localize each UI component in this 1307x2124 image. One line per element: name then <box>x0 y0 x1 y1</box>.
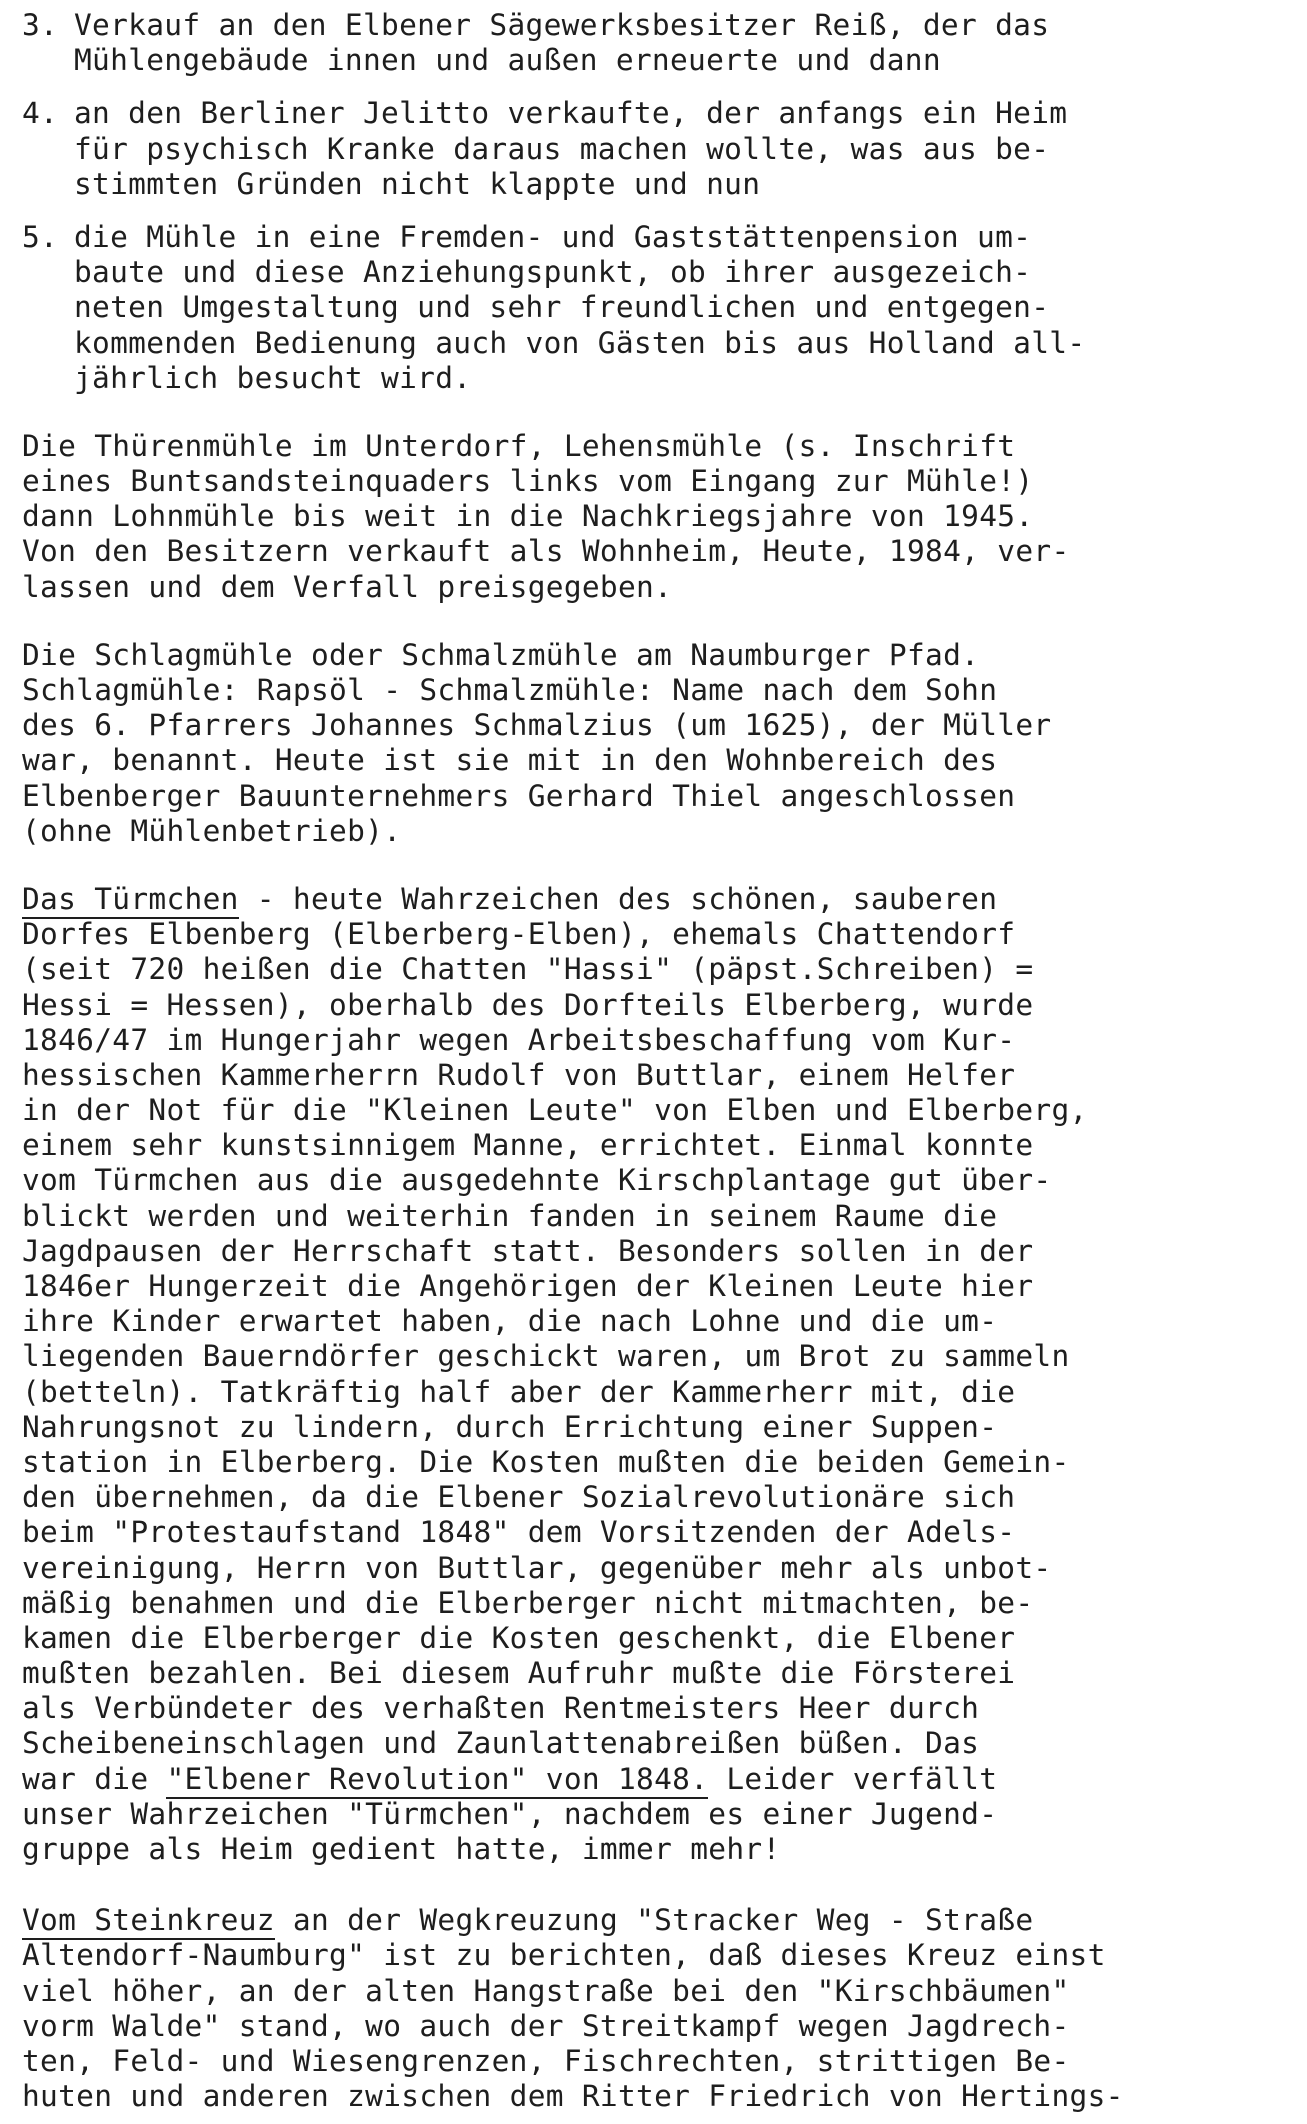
text-line: einem sehr kunstsinnigem Manne, errichtet. Einmal konnte <box>22 1128 1034 1163</box>
revolution-reference: "Elbener Revolution" von 1848. <box>166 1762 708 1799</box>
text-run: an der Wegkreuzung "Stracker Weg - Straße <box>274 1903 1034 1938</box>
list-text-line: jährlich besucht wird. <box>74 360 472 395</box>
text-line: Von den Besitzern verkauft als Wohnheim, Heute, 1984, ver- <box>22 534 1070 569</box>
text-line: Dorfes Elbenberg (Elberberg-Elben), ehemals Chattendorf <box>22 917 1016 952</box>
text-line: Hessi = Hessen), oberhalb des Dorfteils Elberberg, wurde <box>22 987 1034 1022</box>
text-line: Schlagmühle: Rapsöl - Schmalzmühle: Name nach dem Sohn <box>22 673 998 707</box>
text-line: eines Buntsandsteinquaders links vom Eingang zur Mühle!) <box>22 464 1034 499</box>
text-line: gruppe als Heim gedient hatte, immer mehr! <box>22 1832 781 1866</box>
list-number: 4. <box>22 96 59 131</box>
text-run: Leider verfällt <box>708 1761 998 1796</box>
section-heading: Vom Steinkreuz <box>22 1903 275 1940</box>
text-line: Die Schlagmühle oder Schmalzmühle am Naumburger Pfad. <box>22 637 980 672</box>
list-item <box>22 96 1304 202</box>
text-line: vorm Walde" stand, wo auch der Streitkampf wegen Jagdrech- <box>22 2008 1070 2043</box>
text-line: viel höher, an der alten Hangstraße bei den "Kirschbäumen" <box>22 1973 1070 2008</box>
text-line: liegenden Bauerndörfer geschickt waren, um Brot zu sammeln <box>22 1339 1070 1374</box>
text-line: kamen die Elberberger die Kosten geschenkt, die Elbener <box>22 1620 1016 1655</box>
list-item <box>22 8 1304 78</box>
text-line: den übernehmen, da die Elbener Sozialrevolutionäre sich <box>22 1480 1016 1515</box>
paragraph-schlagmuehle <box>22 638 1304 849</box>
text-line: war, benannt. Heute ist sie mit in den Wohnbereich des <box>22 743 998 778</box>
list-number: 5. <box>22 219 59 254</box>
text-line: hessischen Kammerherrn Rudolf von Buttlar, einem Helfer <box>22 1057 1016 1092</box>
list-number: 3. <box>22 8 59 42</box>
text-line: mäßig benahmen und die Elberberger nicht mitmachten, be- <box>22 1585 1034 1620</box>
list-text-line: an den Berliner Jelitto verkaufte, der anfangs ein Heim <box>74 96 1068 131</box>
text-run: war die <box>22 1761 167 1796</box>
text-line: (ohne Mühlenbetrieb). <box>22 813 402 848</box>
list-text-line: für psychisch Kranke daraus machen wollte, was aus be- <box>74 131 1050 166</box>
text-line: Altendorf-Naumburg" ist zu berichten, daß dieses Kreuz einst <box>22 1938 1106 1973</box>
paragraph-thuerenmuehle <box>22 429 1304 605</box>
paragraph-steinkreuz <box>22 1903 1304 2114</box>
paragraph-tuermchen <box>22 882 1304 1867</box>
text-line: (seit 720 heißen die Chatten "Hassi" (päpst.Schreiben) = <box>22 952 1034 987</box>
text-line: unser Wahrzeichen "Türmchen", nachdem es einer Jugend- <box>22 1796 998 1831</box>
text-line: Nahrungsnot zu lindern, durch Errichtung einer Suppen- <box>22 1409 998 1444</box>
text-line: huten und anderen zwischen dem Ritter Friedrich von Hertings- <box>22 2079 1124 2114</box>
text-line: lassen und dem Verfall preisgegeben. <box>22 569 673 604</box>
text-line: 1846/47 im Hungerjahr wegen Arbeitsbeschaffung vom Kur- <box>22 1022 1016 1057</box>
text-line: als Verbündeter des verhaßten Rentmeisters Heer durch <box>22 1691 980 1726</box>
list-text-line: stimmten Gründen nicht klappte und nun <box>74 166 761 201</box>
text-line: mußten bezahlen. Bei diesem Aufruhr mußte die Försterei <box>22 1656 1016 1691</box>
list-text-line: kommenden Bedienung auch von Gästen bis aus Holland all- <box>74 325 1086 360</box>
list-text-line: Mühlengebäude innen und außen erneuerte und dann <box>74 43 941 78</box>
text-line: Elbenberger Bauunternehmers Gerhard Thiel angeschlossen <box>22 778 1016 813</box>
text-line: ten, Feld- und Wiesengrenzen, Fischrechten, strittigen Be- <box>22 2043 1070 2078</box>
list-text-line: Verkauf an den Elbener Sägewerksbesitzer Reiß, der das <box>74 8 1050 42</box>
text-line: blickt werden und weiterhin fanden in seinem Raume die <box>22 1198 998 1233</box>
text-line: ihre Kinder erwartet haben, die nach Lohne und die um- <box>22 1304 998 1339</box>
list-text-line: baute und diese Anziehungspunkt, ob ihrer ausgezeich- <box>74 255 1032 290</box>
text-line: vom Türmchen aus die ausgedehnte Kirschplantage gut über- <box>22 1163 1052 1198</box>
text-line: Die Thürenmühle im Unterdorf, Lehensmühle (s. Inschrift <box>22 428 1016 463</box>
text-line: Scheibeneinschlagen und Zaunlattenabreißen büßen. Das <box>22 1726 980 1761</box>
text-line: vereinigung, Herrn von Buttlar, gegenüber mehr als unbot- <box>22 1550 1052 1585</box>
text-line: in der Not für die "Kleinen Leute" von Elben und Elberberg, <box>22 1093 1088 1128</box>
text-line: des 6. Pfarrers Johannes Schmalzius (um 1625), der Müller <box>22 708 1052 743</box>
text-line: station in Elberberg. Die Kosten mußten die beiden Gemein- <box>22 1444 1070 1479</box>
text-line: (betteln). Tatkräftig half aber der Kammerherr mit, die <box>22 1374 1016 1409</box>
text-line: dann Lohnmühle bis weit in die Nachkriegsjahre von 1945. <box>22 499 1034 534</box>
text-run: - heute Wahrzeichen des schönen, sauberen <box>238 881 998 916</box>
text-line: beim "Protestaufstand 1848" dem Vorsitzenden der Adels- <box>22 1515 1016 1550</box>
text-line: 1846er Hungerzeit die Angehörigen der Kleinen Leute hier <box>22 1269 1034 1303</box>
text-line: Jagdpausen der Herrschaft statt. Besonders sollen in der <box>22 1233 1034 1268</box>
section-heading: Das Türmchen <box>22 882 239 919</box>
list-text-line: neten Umgestaltung und sehr freundlichen und entgegen- <box>74 290 1050 325</box>
list-item <box>22 220 1304 396</box>
document-page <box>22 8 1304 2114</box>
list-text-line: die Mühle in eine Fremden- und Gaststättenpension um- <box>74 219 1032 254</box>
